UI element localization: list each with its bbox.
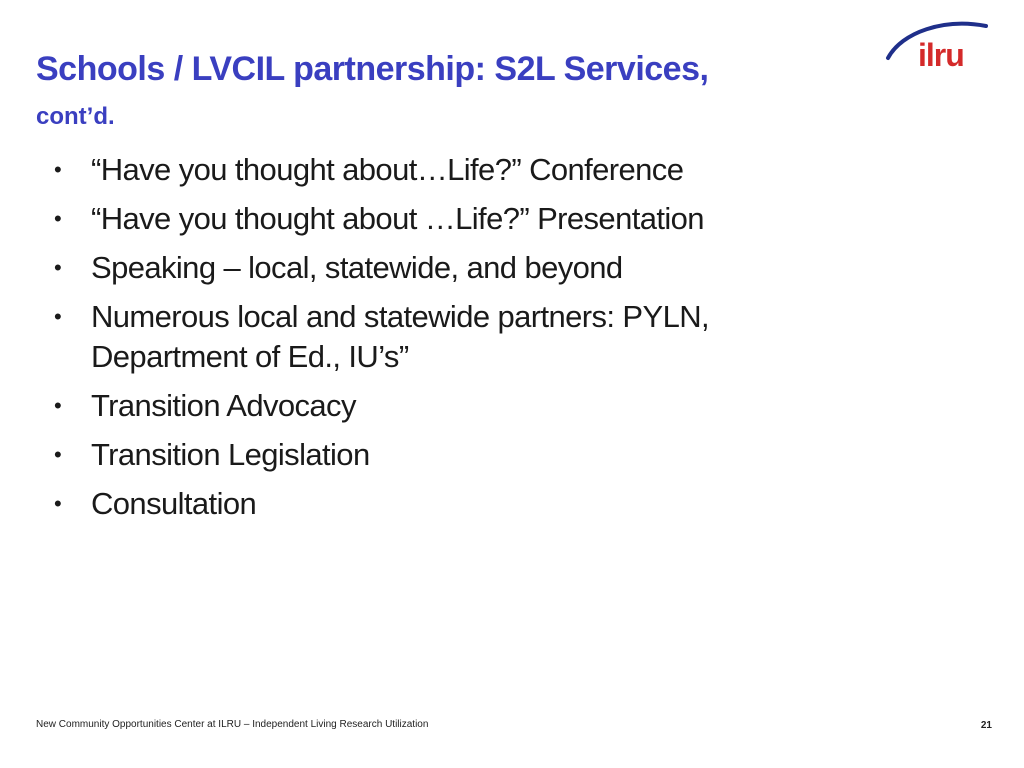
bullet-list bbox=[50, 150, 950, 533]
bullet-icon: • bbox=[54, 304, 62, 329]
list-item bbox=[50, 386, 950, 426]
list-item bbox=[50, 297, 950, 377]
footer-text: New Community Opportunities Center at ILRU – Independent Living Research Utilization bbox=[36, 719, 429, 730]
bullet-text: Transition Advocacy bbox=[91, 388, 356, 423]
bullet-icon: • bbox=[54, 442, 62, 467]
list-item bbox=[50, 199, 950, 239]
list-item bbox=[50, 484, 950, 524]
bullet-text: “Have you thought about…Life?” Conference bbox=[91, 152, 684, 187]
ilru-logo-icon bbox=[884, 14, 994, 74]
slide-title: Schools / LVCIL partnership: S2L Services, bbox=[36, 50, 709, 88]
bullet-text: Speaking – local, statewide, and beyond bbox=[91, 250, 623, 285]
list-item bbox=[50, 248, 950, 288]
ilru-logo-graphic bbox=[884, 14, 994, 74]
bullet-text: Numerous local and statewide partners: PYLN, Department of Ed., IU’s” bbox=[91, 299, 710, 374]
bullet-icon: • bbox=[54, 491, 62, 516]
list-item bbox=[50, 435, 950, 475]
bullet-icon: • bbox=[54, 206, 62, 231]
bullet-icon: • bbox=[54, 157, 62, 182]
bullet-text: Transition Legislation bbox=[91, 437, 370, 472]
bullet-icon: • bbox=[54, 393, 62, 418]
bullet-text: Consultation bbox=[91, 486, 257, 521]
slide-title-continued: cont’d. bbox=[36, 103, 115, 130]
bullet-icon: • bbox=[54, 255, 62, 280]
page-number: 21 bbox=[980, 720, 992, 731]
logo-text: ilru bbox=[918, 37, 964, 73]
bullet-text: “Have you thought about …Life?” Presentation bbox=[91, 201, 704, 236]
list-item bbox=[50, 150, 950, 190]
